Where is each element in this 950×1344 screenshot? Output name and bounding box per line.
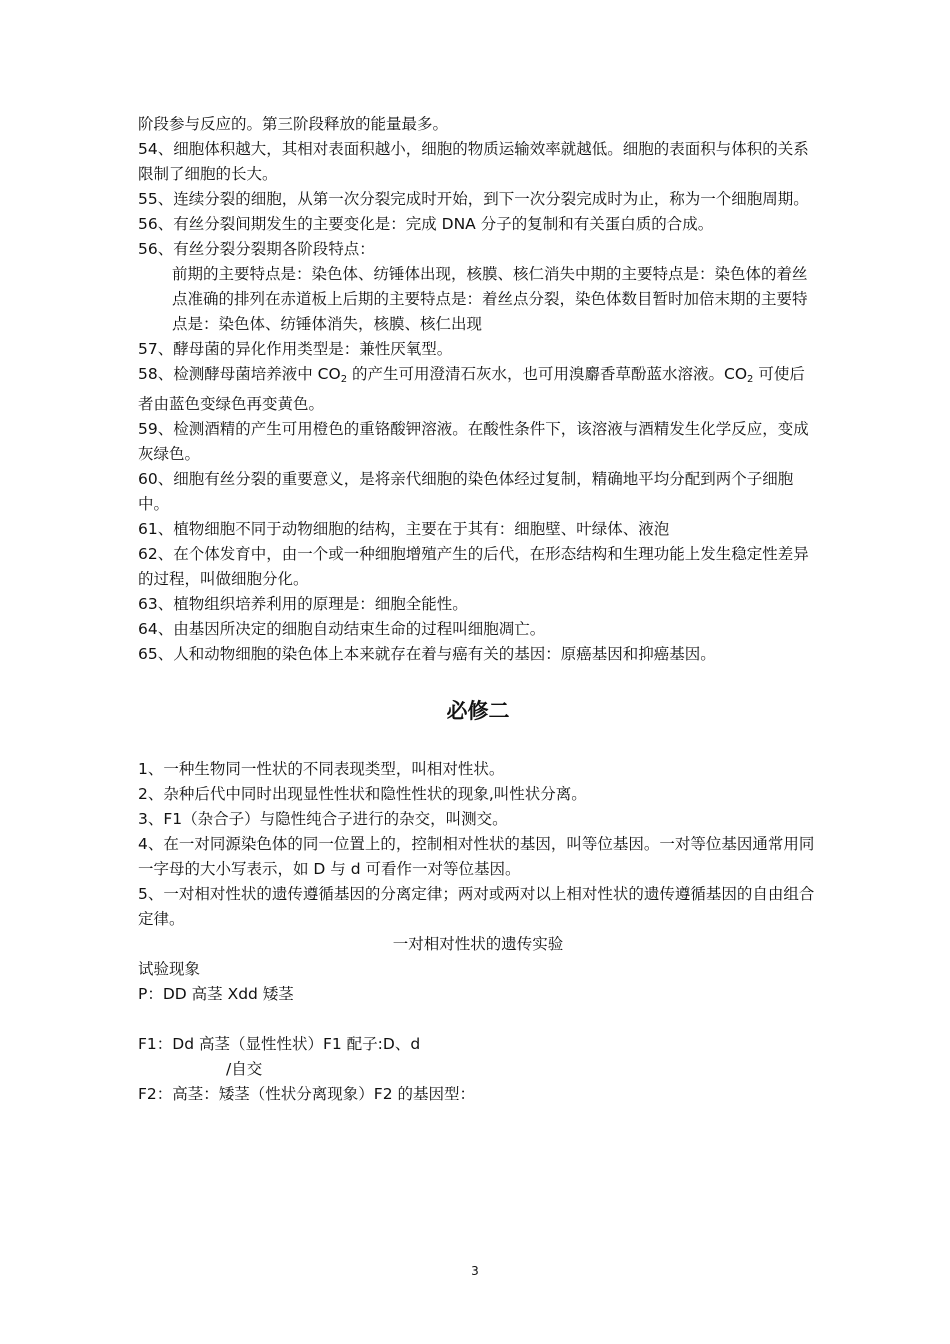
blank-line <box>138 1007 818 1032</box>
text-line: 60、细胞有丝分裂的重要意义，是将亲代细胞的染色体经过复制，精确地平均分配到两个子细胞中。 <box>138 470 794 513</box>
text-line: 54、细胞体积越大，其相对表面积越小，细胞的物质运输效率就越低。细胞的表面积与体积的关系限制了细胞的长大。 <box>138 140 809 183</box>
text-line: 2、杂种后代中同时出现显性性状和隐性性状的现象,叫性状分离。 <box>138 785 587 803</box>
text-line: 4、在一对同源染色体的同一位置上的，控制相对性状的基因，叫等位基因。一对等位基因通常用同一字母的大小写表示，如 D 与 d 可看作一对等位基因。 <box>138 835 815 878</box>
text-line: 62、在个体发育中，由一个或一种细胞增殖产生的后代，在形态结构和生理功能上发生稳定性差异的过程，叫做细胞分化。 <box>138 545 809 588</box>
parent-cross-line: P：DD 高茎 Xdd 矮茎 <box>138 985 294 1003</box>
subscript: 2 <box>340 374 348 385</box>
text-segment: 可使后者由蓝色变绿色再变黄色。 <box>138 365 805 413</box>
page-number: 3 <box>471 1264 479 1278</box>
text-line: 59、检测酒精的产生可用橙色的重铬酸钾溶液。在酸性条件下，该溶液与酒精发生化学反应，变成灰绿色。 <box>138 420 809 463</box>
mitosis-stages-block: 前期的主要特点是：染色体、纺锤体出现，核膜、核仁消失中期的主要特点是：染色体的着丝点准确的排列在赤道板上后期的主要特点是：着丝点分裂，染色体数目暂时加倍末期的主要特点是：染色体、纺锤体消失，核膜、核仁出现 <box>172 265 808 333</box>
text-line: 1、一种生物同一性状的不同表现类型，叫相对性状。 <box>138 760 505 778</box>
experiment-title: 一对相对性状的遗传实验 <box>392 935 564 953</box>
page-content <box>138 112 818 1107</box>
text-line: 3、F1（杂合子）与隐性纯合子进行的杂交，叫测交。 <box>138 810 508 828</box>
subscript: 2 <box>747 374 754 385</box>
text-line: 63、植物组织培养利用的原理是：细胞全能性。 <box>138 595 468 613</box>
f2-line: F2：高茎：矮茎（性状分离现象）F2 的基因型： <box>138 1085 475 1103</box>
text-line: 65、人和动物细胞的染色体上本来就存在着与癌有关的基因：原癌基因和抑癌基因。 <box>138 645 716 663</box>
text-line: 61、植物细胞不同于动物细胞的结构，主要在于其有：细胞壁、叶绿体、液泡 <box>138 520 670 538</box>
text-segment: 58、检测酵母菌培养液中 CO <box>138 365 341 383</box>
f1-line: F1：Dd 高茎（显性性状）F1 配子:D、d <box>138 1035 421 1053</box>
text-line: 55、连续分裂的细胞，从第一次分裂完成时开始，到下一次分裂完成时为止，称为一个细胞周期。 <box>138 190 809 208</box>
self-cross-line: /自交 <box>226 1060 263 1078</box>
text-line: 5、一对相对性状的遗传遵循基因的分离定律；两对或两对以上相对性状的遗传遵循基因的自由组合定律。 <box>138 885 815 928</box>
text-line: 57、酵母菌的异化作用类型是：兼性厌氧型。 <box>138 340 453 358</box>
experiment-label: 试验现象 <box>138 960 201 978</box>
text-line: 64、由基因所决定的细胞自动结束生命的过程叫细胞凋亡。 <box>138 620 546 638</box>
text-line: 56、有丝分裂分裂期各阶段特点： <box>138 240 375 258</box>
text-line-58 <box>138 362 818 417</box>
text-line: 阶段参与反应的。第三阶段释放的能量最多。 <box>138 115 449 133</box>
text-line: 56、有丝分裂间期发生的主要变化是：完成 DNA 分子的复制和有关蛋白质的合成。 <box>138 215 714 233</box>
section-title: 必修二 <box>446 698 510 723</box>
text-segment: 的产生可用澄清石灰水，也可用溴麝香草酚蓝水溶液。CO <box>347 365 748 383</box>
